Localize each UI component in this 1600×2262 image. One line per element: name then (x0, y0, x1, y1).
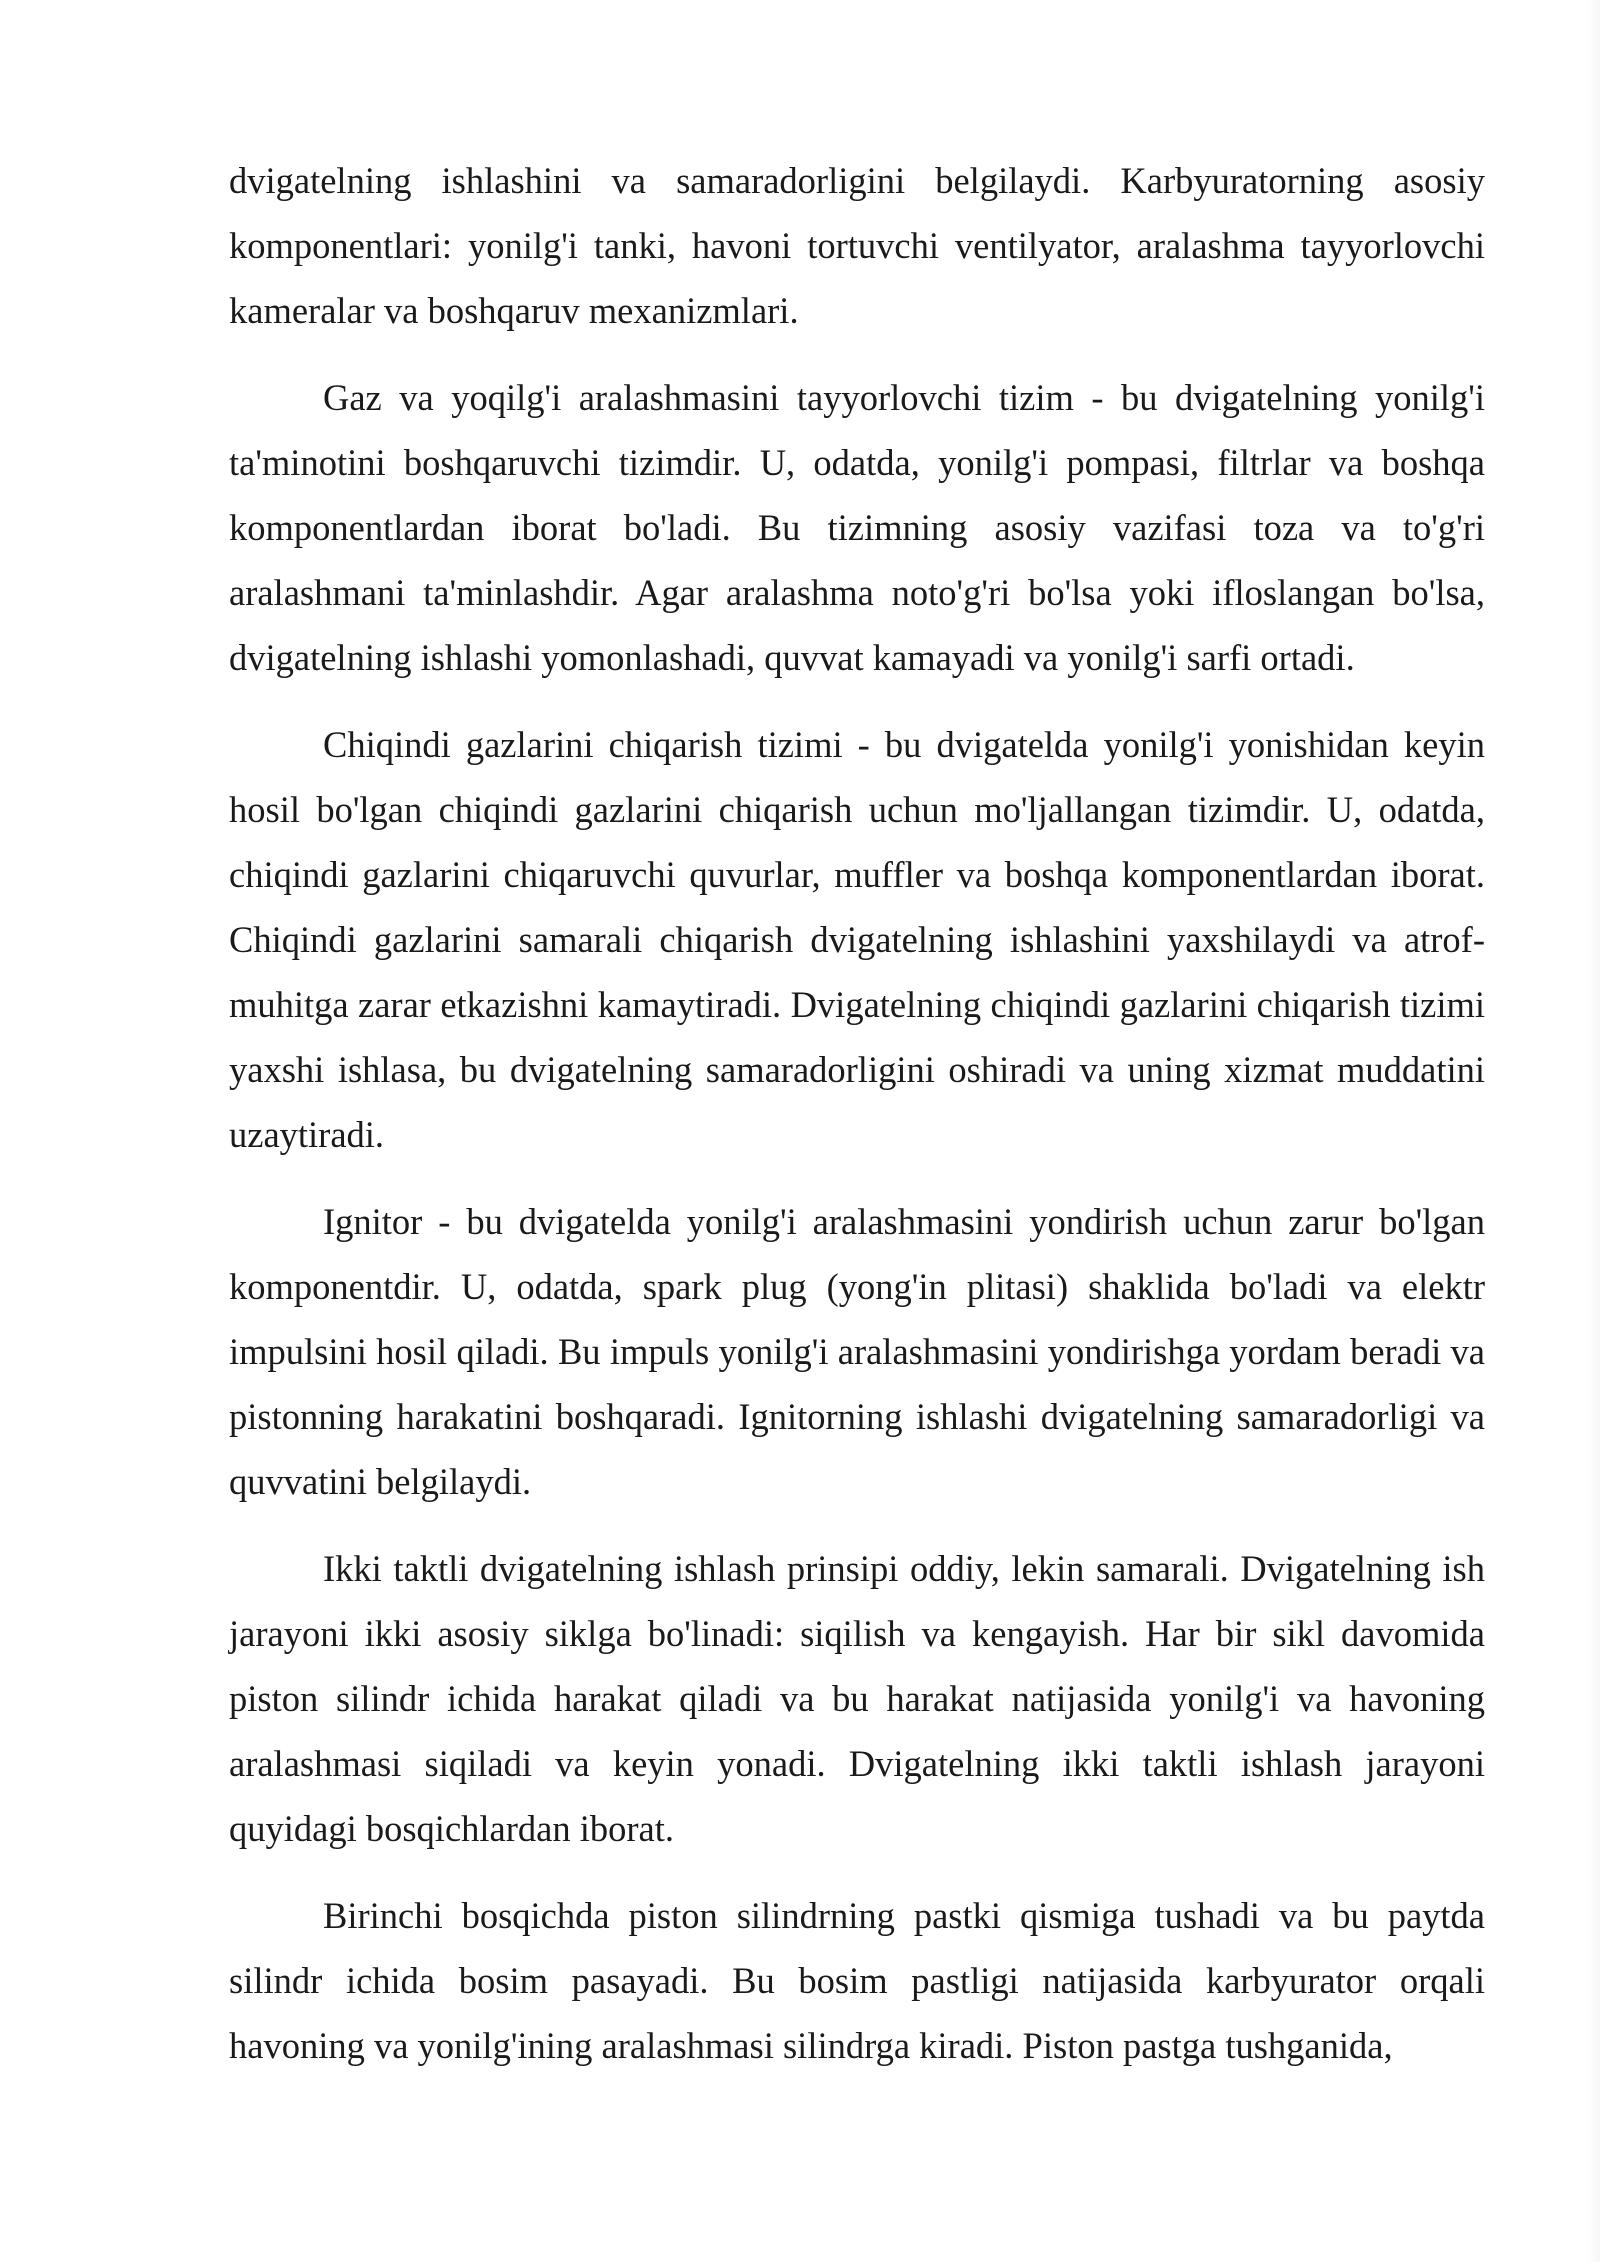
paragraph-first-stage: Birinchi bosqichda piston silindrning pastki qismiga tushadi va bu paytda silindr ichida bosim pasayadi. Bu bosim pastligi natijasida karbyurator orqali havoning va yonilg'ining aralashmasi silindrga kiradi. Piston pastga tushganida, (229, 1895, 1485, 2066)
document-body (229, 148, 1485, 2100)
paragraph-exhaust-system: Chiqindi gazlarini chiqarish tizimi - bu dvigatelda yonilg'i yonishidan keyin hosil bo'lgan chiqindi gazlarini chiqarish uchun mo'ljallangan tizimdir. U, odatda, chiqindi gazlarini chiqaruvchi quvurlar, muffler va boshqa komponentlardan iborat. Chiqindi gazlarini samarali chiqarish dvigatelning ishlashini yaxshilaydi va atrof-muhitga zarar etkazishni kamaytiradi. Dvigatelning chiqindi gazlarini chiqarish tizimi yaxshi ishlasa, bu dvigatelning samaradorligini oshiradi va uning xizmat muddatini uzaytiradi. (229, 724, 1485, 1155)
page-edge-shadow (1586, 0, 1600, 2262)
paragraph-two-stroke-principle: Ikki taktli dvigatelning ishlash prinsipi oddiy, lekin samarali. Dvigatelning ish jarayoni ikki asosiy siklga bo'linadi: siqilish va kengayish. Har bir sikl davomida piston silindr ichida harakat qiladi va bu harakat natijasida yonilg'i va havoning aralashmasi siqiladi va keyin yonadi. Dvigatelning ikki taktli ishlash jarayoni quyidagi bosqichlardan iborat. (229, 1548, 1485, 1849)
paragraph-fuel-mixture-system: Gaz va yoqilg'i aralashmasini tayyorlovchi tizim - bu dvigatelning yonilg'i ta'minotini boshqaruvchi tizimdir. U, odatda, yonilg'i pompasi, filtrlar va boshqa komponentlardan iborat bo'ladi. Bu tizimning asosiy vazifasi toza va to'g'ri aralashmani ta'minlashdir. Agar aralashma noto'g'ri bo'lsa yoki ifloslangan bo'lsa, dvigatelning ishlashi yomonlashadi, quvvat kamayadi va yonilg'i sarfi ortadi. (229, 377, 1485, 678)
paragraph-ignitor: Ignitor - bu dvigatelda yonilg'i aralashmasini yondirish uchun zarur bo'lgan komponentdir. U, odatda, spark plug (yong'in plitasi) shaklida bo'ladi va elektr impulsini hosil qiladi. Bu impuls yonilg'i aralashmasini yondirishga yordam beradi va pistonning harakatini boshqaradi. Ignitorning ishlashi dvigatelning samaradorligi va quvvatini belgilaydi. (229, 1201, 1485, 1502)
paragraph-carburetor-continued: dvigatelning ishlashini va samaradorligini belgilaydi. Karbyuratorning asosiy komponentlari: yonilg'i tanki, havoni tortuvchi ventilyator, aralashma tayyorlovchi kameralar va boshqaruv mexanizmlari. (229, 160, 1485, 331)
